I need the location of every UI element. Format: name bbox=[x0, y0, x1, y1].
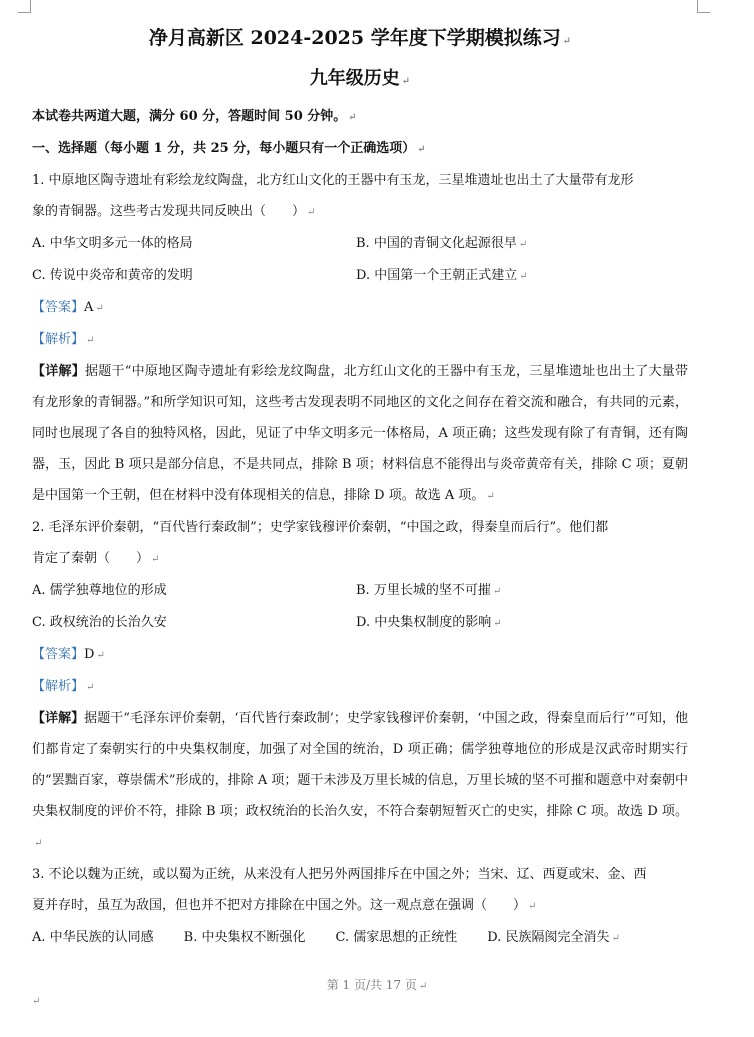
detail-paragraph: 【详解】据题干“毛泽东评价秦朝，‘百代皆行秦政制’；史学家钱穆评价秦朝，‘中国之政，得秦皇而后行’”可知，他们都肯定了秦朝实行的中央集权制度，加强了对全国的统治，D 项正确；儒学独尊地位的形成是汉武帝时期实行的“罢黜百家，尊崇儒术”形成的，排除 A 项；题干未涉及万里长城的信息，万里长城的坚不可摧和题意中对秦朝中央集权制度的评价不符，排除 B 项；政权统治的长治久安，不符合秦朝短暂灭亡的史实，排除 C 项。故选 D 项。↵ bbox=[32, 711, 688, 849]
answer-tag: 【答案】 bbox=[32, 647, 85, 662]
analysis-tag: 【解析】 bbox=[32, 332, 85, 347]
option-c: C. 政权统治的长治久安 bbox=[32, 615, 167, 630]
option-b: B. 万里长城的坚不可摧 ↵ bbox=[356, 583, 502, 598]
exam-subtitle: 九年级历史 ↵ bbox=[309, 68, 411, 89]
options-row bbox=[32, 260, 688, 292]
question-2 bbox=[32, 512, 688, 859]
options-row bbox=[32, 922, 688, 954]
option-d: D. 民族隔阂完全消失 ↵ bbox=[487, 930, 620, 945]
question-stem: 1. 中原地区陶寺遗址有彩绘龙纹陶盘，北方红山文化的王器中有玉龙，三星堆遗址也出土了大量带有龙形 bbox=[32, 173, 634, 188]
analysis-line: 【解析】 ↵ bbox=[32, 332, 95, 347]
option-b: B. 中央集权不断强化 bbox=[183, 930, 306, 945]
options-row bbox=[32, 607, 688, 639]
question-stem: 肯定了秦朝（ ） ↵ bbox=[32, 551, 160, 566]
answer-line: 【答案】D ↵ bbox=[32, 647, 105, 662]
option-c: C. 儒家思想的正统性 bbox=[335, 930, 458, 945]
question-stem: 夏并存时，虽互为敌国，但也并不把对方排除在中国之外。这一观点意在强调（ ） ↵ bbox=[32, 898, 537, 913]
exam-title: 净月高新区 2024-2025 学年度下学期模拟练习 ↵ bbox=[148, 27, 572, 49]
detail-tag: 【详解】 bbox=[32, 364, 86, 379]
analysis-tag: 【解析】 bbox=[32, 679, 85, 694]
crop-mark-top-left bbox=[18, 0, 31, 13]
document-page bbox=[32, 18, 688, 954]
question-stem: 3. 不论以魏为正统，或以蜀为正统，从来没有人把另外两国排斥在中国之外；当宋、辽、西夏或宋、金、西 bbox=[32, 867, 647, 882]
answer-line: 【答案】A ↵ bbox=[32, 300, 104, 315]
answer-value: D bbox=[84, 647, 95, 662]
answer-tag: 【答案】 bbox=[32, 300, 85, 315]
question-stem: 象的青铜器。这些考古发现共同反映出（ ） ↵ bbox=[32, 204, 316, 219]
paragraph-mark: ↵ bbox=[32, 996, 41, 1007]
question-3 bbox=[32, 859, 688, 954]
section-heading: 一、选择题（每小题 1 分，共 25 分，每小题只有一个正确选项） ↵ bbox=[32, 141, 426, 156]
option-a: A. 中华文明多元一体的格局 bbox=[32, 236, 193, 251]
option-d: D. 中央集权制度的影响 ↵ bbox=[356, 615, 502, 630]
option-a: A. 儒学独尊地位的形成 bbox=[32, 583, 167, 598]
crop-mark-top-right bbox=[697, 0, 710, 13]
detail-tag: 【详解】 bbox=[32, 711, 85, 726]
question-stem: 2. 毛泽东评价秦朝，“百代皆行秦政制”；史学家钱穆评价秦朝，“中国之政，得秦皇而后行”。他们都 bbox=[32, 520, 609, 535]
option-b: B. 中国的青铜文化起源很早 ↵ bbox=[356, 236, 528, 251]
question-1 bbox=[32, 165, 688, 512]
page-footer: 第 1 页/共 17 页 ↵ bbox=[326, 978, 428, 992]
option-a: A. 中华民族的认同感 bbox=[32, 930, 154, 945]
answer-value: A bbox=[84, 300, 94, 315]
option-c: C. 传说中炎帝和黄帝的发明 bbox=[32, 268, 193, 283]
exam-intro: 本试卷共两道大题，满分 60 分，答题时间 50 分钟。 ↵ bbox=[32, 109, 357, 124]
analysis-line: 【解析】 ↵ bbox=[32, 679, 95, 694]
option-d: D. 中国第一个王朝正式建立 ↵ bbox=[356, 268, 528, 283]
options-row bbox=[32, 228, 688, 260]
page-number: 第 1 页/共 17 页 bbox=[326, 978, 417, 992]
options-row bbox=[32, 575, 688, 607]
detail-paragraph: 【详解】据题干“中原地区陶寺遗址有彩绘龙纹陶盘，北方红山文化的王器中有玉龙，三星堆遗址也出土了大量带有龙形象的青铜器。”和所学知识可知，这些考古发现表明不同地区的文化之间存在着交流和融合，有共同的元素，同时也展现了各自的独特风格，因此，见证了中华文明多元一体格局，A 项正确；这些发现有除了有青铜，还有陶器，玉，因此 B 项只是部分信息，不是共同点，排除 B 项；材料信息不能得出与炎帝黄帝有关，排除 C 项；夏朝是中国第一个王朝，但在材料中没有体现相关的信息，排除 D 项。故选 A 项。 ↵ bbox=[32, 364, 688, 503]
